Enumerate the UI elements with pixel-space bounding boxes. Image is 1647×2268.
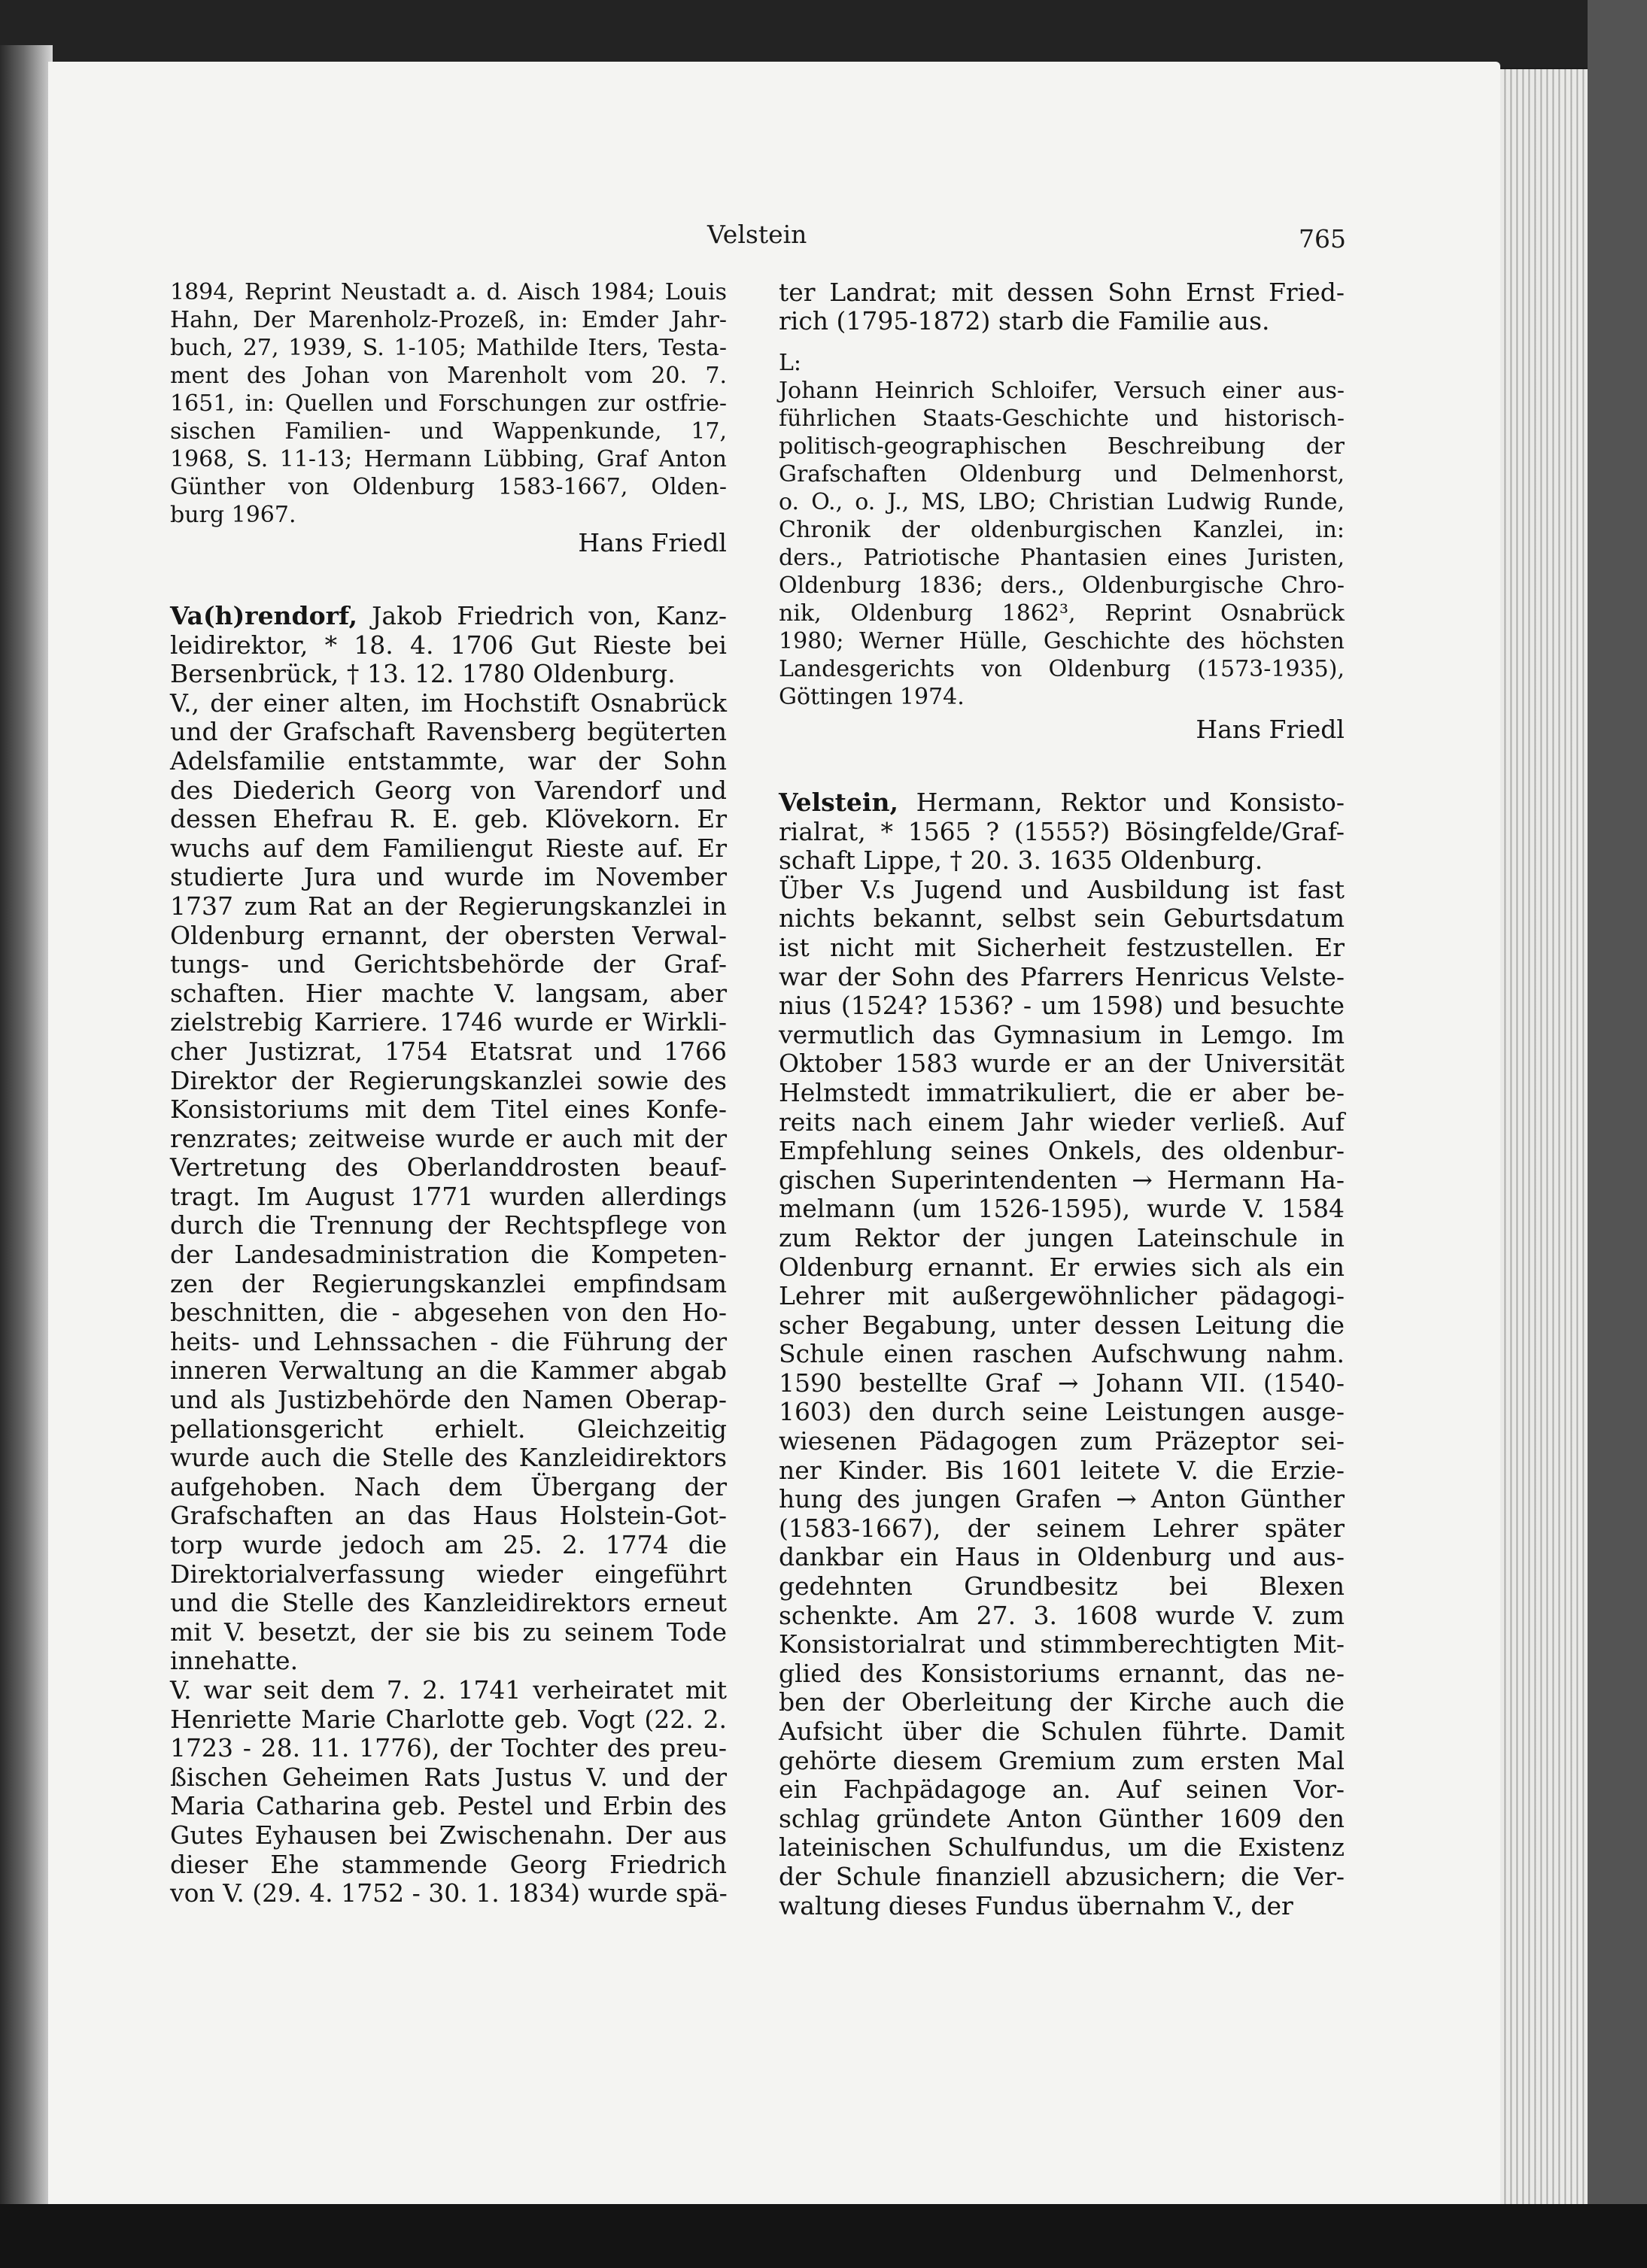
text-line: Bersenbrück, † 13. 12. 1780 Oldenburg. xyxy=(170,659,676,689)
text-line: ben der Oberleitung der Kirche auch die xyxy=(779,1687,1345,1717)
text-line: Vertretung des Oberlanddrosten beauf- xyxy=(170,1152,727,1183)
text-line: (1583-1667), der seinem Lehrer später xyxy=(779,1513,1345,1543)
text-line: ein Fachpädagoge an. Auf seinen Vor- xyxy=(779,1775,1345,1805)
text-line: des Diederich Georg von Varendorf und xyxy=(170,775,727,805)
text-line: ders., Patriotische Phantasien eines Juristen, xyxy=(779,545,1345,571)
text-line: Helmstedt immatrikuliert, die er aber be- xyxy=(779,1077,1345,1107)
text-line: 1723 - 28. 11. 1776), der Tochter des preu- xyxy=(170,1733,727,1763)
text-line: vermutlich das Gymnasium in Lemgo. Im xyxy=(779,1019,1345,1049)
text-line: torp wurde jedoch am 25. 2. 1774 die xyxy=(170,1530,727,1559)
text-line: inneren Verwaltung an die Kammer abgab xyxy=(170,1356,727,1386)
text-line: scher Begabung, unter dessen Leitung die xyxy=(779,1310,1345,1340)
text-line: wurde auch die Stelle des Kanzleidirektors xyxy=(170,1443,727,1473)
running-head: Velstein xyxy=(707,220,807,249)
text-line: der Landesadministration die Kompeten- xyxy=(170,1240,727,1270)
text-line: Henriette Marie Charlotte geb. Vogt (22. 2. xyxy=(170,1704,727,1734)
text-line: Oldenburg ernannt. Er erwies sich als ein xyxy=(779,1252,1345,1282)
entry-headword: Va(h)rendorf, xyxy=(170,601,357,630)
scanner-frame-right xyxy=(1588,0,1647,2268)
text-line: 1980; Werner Hülle, Geschichte des höchsten xyxy=(779,628,1345,654)
page-edges xyxy=(1500,69,1588,2215)
text-line: Empfehlung seines Onkels, des oldenbur- xyxy=(779,1136,1345,1166)
text-line: gischen Superintendenten → Hermann Ha- xyxy=(779,1164,1345,1195)
text-line: Lehrer mit außergewöhnlicher pädagogi- xyxy=(779,1281,1345,1311)
text-line: ter Landrat; mit dessen Sohn Ernst Fried- xyxy=(779,278,1345,307)
text-line: Grafschaften an das Haus Holstein-Got- xyxy=(170,1501,727,1531)
text-line: 1737 zum Rat an der Regierungskanzlei in xyxy=(170,891,727,921)
text-line: führlichen Staats-Geschichte und historisch- xyxy=(779,405,1345,432)
text-line: pellationsgericht erhielt. Gleichzeitig xyxy=(170,1413,727,1444)
literature-block xyxy=(779,349,1345,711)
text-line: der Schule finanziell abzusichern; die Ver- xyxy=(779,1861,1345,1891)
text-line: beschnitten, die - abgesehen von den Ho- xyxy=(170,1298,727,1328)
text-line: nichts bekannt, selbst sein Geburtsdatum xyxy=(779,903,1345,934)
entry-header-text: Jakob Friedrich von, Kanz- xyxy=(357,601,727,630)
text-line: gedehnten Grundbesitz bei Blexen xyxy=(779,1571,1345,1602)
text-line: Göttingen 1974. xyxy=(779,684,965,710)
text-line: Grafschaften Oldenburg und Delmenhorst, xyxy=(779,461,1345,487)
text-line: V., der einer alten, im Hochstift Osnabrück xyxy=(170,688,727,718)
text-line: V. war seit dem 7. 2. 1741 verheiratet mit xyxy=(170,1674,727,1705)
text-line: o. O., o. J., MS, LBO; Christian Ludwig Runde, xyxy=(779,489,1345,515)
text-line: dieser Ehe stammende Georg Friedrich xyxy=(170,1849,727,1879)
text-line: 1968, S. 11-13; Hermann Lübbing, Graf Anton xyxy=(170,446,727,472)
scanner-frame-bottom xyxy=(0,2204,1647,2268)
text-line: schenkte. Am 27. 3. 1608 wurde V. zum xyxy=(779,1600,1345,1630)
page-number: 765 xyxy=(1299,224,1346,254)
text-line: Landesgerichts von Oldenburg (1573-1935), xyxy=(779,656,1345,682)
text-line: war der Sohn des Pfarrers Henricus Velste- xyxy=(779,961,1345,991)
entry-velstein xyxy=(779,788,1345,1920)
text-line: und der Grafschaft Ravensberg begüterten xyxy=(170,717,727,747)
text-line: nius (1524? 1536? - um 1598) und besuchte xyxy=(779,991,1345,1021)
text-line: ßischen Geheimen Rats Justus V. und der xyxy=(170,1762,727,1792)
text-line: glied des Konsistoriums ernannt, das ne- xyxy=(779,1658,1345,1688)
text-line: dessen Ehefrau R. E. geb. Klövekorn. Er xyxy=(170,804,727,834)
text-line: leidirektor, * 18. 4. 1706 Gut Rieste bei xyxy=(170,630,727,660)
text-line: innehatte. xyxy=(170,1646,299,1676)
text-line: Hahn, Der Marenholz-Prozeß, in: Emder Jahr- xyxy=(170,307,727,333)
text-line: ment des Johan von Marenholt vom 20. 7. xyxy=(170,363,727,389)
text-line: reits nach einem Jahr wieder verließ. Auf xyxy=(779,1107,1345,1137)
text-line: Johann Heinrich Schloifer, Versuch einer aus- xyxy=(779,378,1345,404)
text-line: lateinischen Schulfundus, um die Existenz xyxy=(779,1832,1345,1863)
text-line: renzrates; zeitweise wurde er auch mit der xyxy=(170,1123,727,1153)
author-signature: Hans Friedl xyxy=(1196,715,1345,744)
text-line: Oktober 1583 wurde er an der Universität xyxy=(779,1049,1345,1079)
text-line: Oldenburg ernannt, der obersten Verwal- xyxy=(170,920,727,950)
text-line: Maria Catharina geb. Pestel und Erbin des xyxy=(170,1791,727,1821)
literature-label: L: xyxy=(779,350,802,376)
left-references xyxy=(170,278,727,529)
text-line: mit V. besetzt, der sie bis zu seinem Tode xyxy=(170,1617,727,1647)
entry-headword: Velstein, xyxy=(779,788,898,817)
text-line: Direktor der Regierungskanzlei sowie des xyxy=(170,1065,727,1095)
text-line: burg 1967. xyxy=(170,502,296,528)
entry-header-text: Hermann, Rektor und Konsisto- xyxy=(898,788,1345,817)
left-column xyxy=(170,278,727,1908)
text-line: schaft Lippe, † 20. 3. 1635 Oldenburg. xyxy=(779,846,1263,876)
text-line: Über V.s Jugend und Ausbildung ist fast xyxy=(779,874,1345,904)
text-line: sischen Familien- und Wappenkunde, 17, xyxy=(170,418,727,445)
text-line: Chronik der oldenburgischen Kanzlei, in: xyxy=(779,517,1345,543)
text-line: Konsistoriums mit dem Titel eines Konfe- xyxy=(170,1095,727,1125)
text-line: Direktorialverfassung wieder eingeführt xyxy=(170,1559,727,1589)
text-line: melmann (um 1526-1595), wurde V. 1584 xyxy=(779,1194,1345,1224)
text-line: gehörte diesem Gremium zum ersten Mal xyxy=(779,1745,1345,1775)
text-line: waltung dieses Fundus übernahm V., der xyxy=(779,1890,1293,1920)
text-line: tragt. Im August 1771 wurden allerdings xyxy=(170,1181,727,1211)
entry-first-line xyxy=(170,602,727,631)
text-line: durch die Trennung der Rechtspflege von xyxy=(170,1210,727,1240)
right-column xyxy=(779,278,1345,1920)
text-line: 1590 bestellte Graf → Johann VII. (1540- xyxy=(779,1368,1345,1398)
text-line: von V. (29. 4. 1752 - 30. 1. 1834) wurde spä- xyxy=(170,1878,728,1908)
text-line: ist nicht mit Sicherheit festzustellen. Er xyxy=(779,932,1345,962)
text-line: 1651, in: Quellen und Forschungen zur ostfrie- xyxy=(170,390,727,417)
text-line: zum Rektor der jungen Lateinschule in xyxy=(779,1222,1345,1252)
text-line: Aufsicht über die Schulen führte. Damit xyxy=(779,1717,1345,1746)
scanner-frame-top xyxy=(0,0,1647,68)
text-line: und als Justizbehörde den Namen Oberap- xyxy=(170,1385,727,1415)
text-line: dankbar ein Haus in Oldenburg und aus- xyxy=(779,1542,1345,1572)
text-line: hung des jungen Grafen → Anton Günther xyxy=(779,1484,1345,1514)
text-line: 1894, Reprint Neustadt a. d. Aisch 1984; Louis xyxy=(170,279,727,305)
text-line: Konsistorialrat und stimmberechtigten Mit- xyxy=(779,1629,1345,1659)
text-line: wiesenen Pädagogen zum Präzeptor sei- xyxy=(779,1426,1345,1456)
text-line: Adelsfamilie entstammte, war der Sohn xyxy=(170,745,727,776)
text-line: ner Kinder. Bis 1601 leitete V. die Erzie- xyxy=(779,1455,1345,1485)
text-line: Oldenburg 1836; ders., Oldenburgische Chro- xyxy=(779,572,1345,599)
text-line: Schule einen raschen Aufschwung nahm. xyxy=(779,1339,1345,1369)
text-line: buch, 27, 1939, S. 1-105; Mathilde Iters, Testa- xyxy=(170,335,727,361)
entry-varendorf xyxy=(170,602,727,1908)
entry-gap xyxy=(170,557,727,602)
text-line: tungs- und Gerichtsbehörde der Graf- xyxy=(170,949,727,979)
text-line: Günther von Oldenburg 1583-1667, Olden- xyxy=(170,474,727,500)
text-line: cher Justizrat, 1754 Etatsrat und 1766 xyxy=(170,1036,727,1066)
entry-first-line xyxy=(779,788,1345,818)
text-line: zen der Regierungskanzlei empfindsam xyxy=(170,1268,727,1298)
text-line: schlag gründete Anton Günther 1609 den xyxy=(779,1803,1345,1833)
section-gap xyxy=(779,335,1345,349)
text-line: aufgehoben. Nach dem Übergang der xyxy=(170,1471,727,1501)
author-signature: Hans Friedl xyxy=(578,528,727,557)
text-line: und die Stelle des Kanzleidirektors erneut xyxy=(170,1588,727,1618)
book-binding xyxy=(0,45,53,2227)
continued-text xyxy=(779,278,1345,335)
text-line: studierte Jura und wurde im November xyxy=(170,862,727,892)
text-line: heits- und Lehnssachen - die Führung der xyxy=(170,1326,727,1356)
text-line: zielstrebig Karriere. 1746 wurde er Wirkli- xyxy=(170,1007,727,1037)
text-line: rialrat, * 1565 ? (1555?) Bösingfelde/Graf- xyxy=(779,816,1345,846)
text-line: politisch-geographischen Beschreibung der xyxy=(779,433,1345,460)
text-line: 1603) den durch seine Leistungen ausge- xyxy=(779,1397,1345,1427)
text-line: nik, Oldenburg 1862³, Reprint Osnabrück xyxy=(779,600,1345,627)
text-line: rich (1795-1872) starb die Familie aus. xyxy=(779,306,1270,335)
text-line: schaften. Hier machte V. langsam, aber xyxy=(170,978,727,1008)
entry-gap xyxy=(779,743,1345,788)
text-line: wuchs auf dem Familiengut Rieste auf. Er xyxy=(170,833,727,863)
text-line: Gutes Eyhausen bei Zwischenahn. Der aus xyxy=(170,1820,727,1850)
